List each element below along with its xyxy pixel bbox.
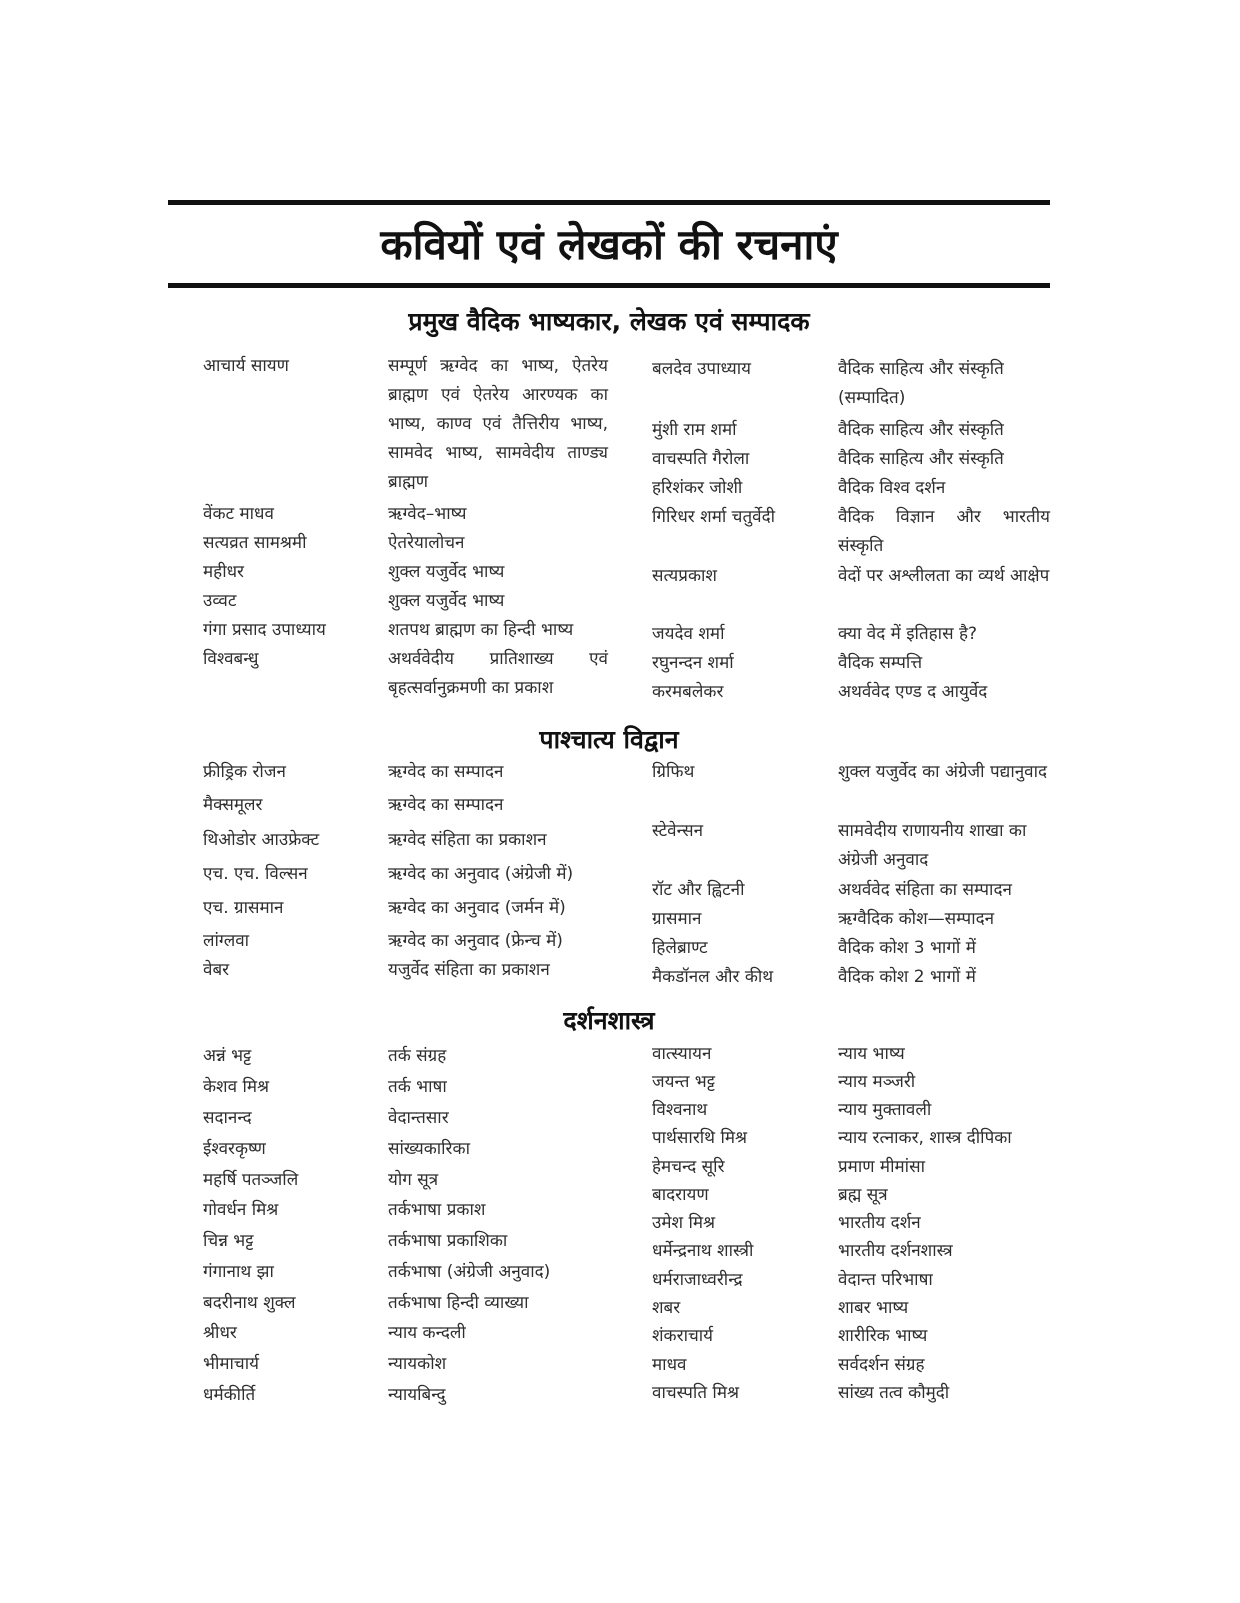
work-title: वेदों पर अश्लीलता का व्यर्थ आक्षेप [838,566,1050,586]
author-name: फ्रीड्रिक रोजन [203,762,286,782]
author-name: पार्थसारथि मिश्र [652,1128,748,1148]
author-name: शबर [652,1298,681,1318]
author-name: उव्वट [203,591,237,611]
author-name: एच. ग्रासमान [203,898,284,918]
author-name: ग्रासमान [652,909,702,929]
author-name: बादरायण [652,1185,709,1205]
work-title: तर्कभाषा प्रकाश [388,1200,486,1220]
work-title: ऋग्वेद का अनुवाद (जर्मन में) [388,898,566,918]
author-name: लांग्लवा [203,931,250,951]
work-title: वेदान्तसार [388,1108,449,1128]
section-heading: दर्शनशास्त्र [563,1006,655,1035]
work-title: वैदिक साहित्य और संस्कृति [838,449,1004,469]
author-name: सत्यव्रत सामश्रमी [203,533,307,553]
author-name: हरिशंकर जोशी [652,478,743,498]
work-title: भारतीय दर्शन [838,1213,921,1233]
author-name: स्टेवेन्सन [652,821,704,841]
work-title: ऋग्वेद का सम्पादन [388,762,504,782]
work-title: ऋग्वैदिक कोश—सम्पादन [838,909,995,929]
author-name: जयन्त भट्ट [652,1072,716,1092]
work-title: वैदिक सम्पत्ति [838,653,923,673]
author-name: विश्वबन्धु [203,649,259,669]
top-rule [168,200,1050,205]
author-name: सत्यप्रकाश [652,566,717,586]
work-title: शुक्ल यजुर्वेद का अंग्रेजी पद्यानुवाद [838,762,1048,782]
author-name: उमेश मिश्र [652,1213,716,1233]
work-title: शाबर भाष्य [838,1298,909,1318]
author-name: अन्नं भट्ट [203,1046,252,1066]
work-title: वैदिक विज्ञान और भारतीय संस्कृति [838,507,1050,556]
author-name: करमबलेकर [652,682,724,702]
author-name: धर्मराजाध्वरीन्द्र [652,1270,743,1290]
author-name: थिओडोर आउफ्रेक्ट [203,830,320,850]
work-title: तर्क संग्रह [388,1046,447,1066]
author-name: गंगानाथ झा [203,1262,274,1282]
work-title: वैदिक कोश 2 भागों में [838,967,976,987]
work-title: वेदान्त परिभाषा [838,1270,933,1290]
work-title: शुक्ल यजुर्वेद भाष्य [388,562,505,582]
work-title: वैदिक कोश 3 भागों में [838,938,976,958]
author-name: रघुनन्दन शर्मा [652,653,734,673]
author-name: रॉट और ह्विटनी [652,880,745,900]
work-title: क्या वेद में इतिहास है? [838,624,978,644]
work-title: शुक्ल यजुर्वेद भाष्य [388,591,505,611]
work-title: न्याय मञ्जरी [838,1072,916,1092]
work-title: अथर्ववेदीय प्रातिशाख्य एवं बृहत्सर्वानुक्रमणी का प्रकाश [388,649,608,698]
work-title: वैदिक साहित्य और संस्कृति [838,420,1004,440]
work-title: सम्पूर्ण ऋग्वेद का भाष्य, ऐतरेय ब्राह्मण एवं ऐतरेय आरण्यक का भाष्य, काण्व एवं तैत्तिरीय भाष्य, सामवेद भाष्य, सामवेदीय ताण्ड्य ब्राह्मण [388,356,608,492]
author-name: हिलेब्राण्ट [652,938,708,958]
author-name: मुंशी राम शर्मा [652,420,737,440]
work-title: तर्क भाषा [388,1077,447,1097]
work-title: ऐतरेयालोचन [388,533,465,553]
author-name: एच. एच. विल्सन [203,864,308,884]
author-name: बदरीनाथ शुक्ल [203,1293,296,1313]
work-title: प्रमाण मीमांसा [838,1157,925,1177]
author-name: गंगा प्रसाद उपाध्याय [203,620,326,640]
author-name: जयदेव शर्मा [652,624,725,644]
section-heading: प्रमुख वैदिक भाष्यकार, लेखक एवं सम्पादक [408,307,810,336]
work-title: भारतीय दर्शनशास्त्र [838,1241,953,1261]
work-title: तर्कभाषा (अंग्रेजी अनुवाद) [388,1262,551,1282]
work-title: ऋग्वेद का अनुवाद (अंग्रेजी में) [388,864,574,884]
author-name: महर्षि पतञ्जलि [203,1170,299,1190]
author-name: ग्रिफिथ [652,762,695,782]
author-name: महीधर [203,562,245,582]
work-title: न्यायबिन्दु [388,1385,446,1405]
author-name: धर्मकीर्ति [203,1385,256,1405]
author-name: केशव मिश्र [203,1077,270,1097]
author-name: वाचस्पति गैरोला [652,449,750,469]
author-name: वात्स्यायन [652,1044,712,1064]
work-title: यजुर्वेद संहिता का प्रकाशन [388,960,550,980]
work-title: ब्रह्म सूत्र [838,1185,888,1205]
author-name: धर्मेन्द्रनाथ शास्त्री [652,1241,754,1261]
work-title: न्याय मुक्तावली [838,1100,932,1120]
author-name: गिरिधर शर्मा चतुर्वेदी [652,507,776,527]
work-title: न्यायकोश [388,1354,447,1374]
work-title: शतपथ ब्राह्मण का हिन्दी भाष्य [388,620,574,640]
work-title: सांख्य तत्व कौमुदी [838,1383,950,1403]
bottom-rule [168,283,1050,288]
author-name: मैक्समूलर [203,795,263,815]
page-title: कवियों एवं लेखकों की रचनाएं [380,220,838,269]
author-name: श्रीधर [203,1323,237,1343]
author-name: हेमचन्द सूरि [652,1157,725,1177]
author-name: माधव [652,1355,687,1375]
work-title: ऋग्वेद–भाष्य [388,504,467,524]
author-name: विश्वनाथ [652,1100,708,1120]
work-title: वैदिक साहित्य और संस्कृति (सम्पादित) [838,359,1004,408]
work-title: ऋग्वेद संहिता का प्रकाशन [388,830,547,850]
work-title: न्याय रत्नाकर, शास्त्र दीपिका [838,1128,1012,1148]
work-title: ऋग्वेद का सम्पादन [388,795,504,815]
work-title: अथर्ववेद संहिता का सम्पादन [838,880,1012,900]
author-name: शंकराचार्य [652,1326,714,1346]
author-name: सदानन्द [203,1108,252,1128]
work-title: तर्कभाषा हिन्दी व्याख्या [388,1293,529,1313]
work-title: न्याय कन्दली [388,1323,466,1343]
author-name: वेबर [203,960,230,980]
work-title: योग सूत्र [388,1170,439,1190]
section-heading: पाश्चात्य विद्वान [539,725,679,754]
work-title: वैदिक विश्व दर्शन [838,478,946,498]
work-title: तर्कभाषा प्रकाशिका [388,1231,508,1251]
author-name: ईश्वरकृष्ण [203,1139,266,1159]
author-name: गोवर्धन मिश्र [203,1200,279,1220]
work-title: सर्वदर्शन संग्रह [838,1355,925,1375]
work-title: सामवेदीय राणायनीय शाखा का अंग्रेजी अनुवाद [838,821,1027,870]
author-name: वेंकट माधव [203,504,274,524]
author-name: चिन्न भट्ट [203,1231,254,1251]
work-title: शारीरिक भाष्य [838,1326,928,1346]
author-name: भीमाचार्य [203,1354,259,1374]
author-name: मैकडॉनल और कीथ [652,967,774,987]
author-name: बलदेव उपाध्याय [652,359,752,379]
work-title: सांख्यकारिका [388,1139,470,1159]
author-name: आचार्य सायण [203,356,289,376]
work-title: न्याय भाष्य [838,1044,905,1064]
work-title: अथर्ववेद एण्ड द आयुर्वेद [838,682,988,702]
work-title: ऋग्वेद का अनुवाद (फ्रेन्च में) [388,931,563,951]
author-name: वाचस्पति मिश्र [652,1383,740,1403]
